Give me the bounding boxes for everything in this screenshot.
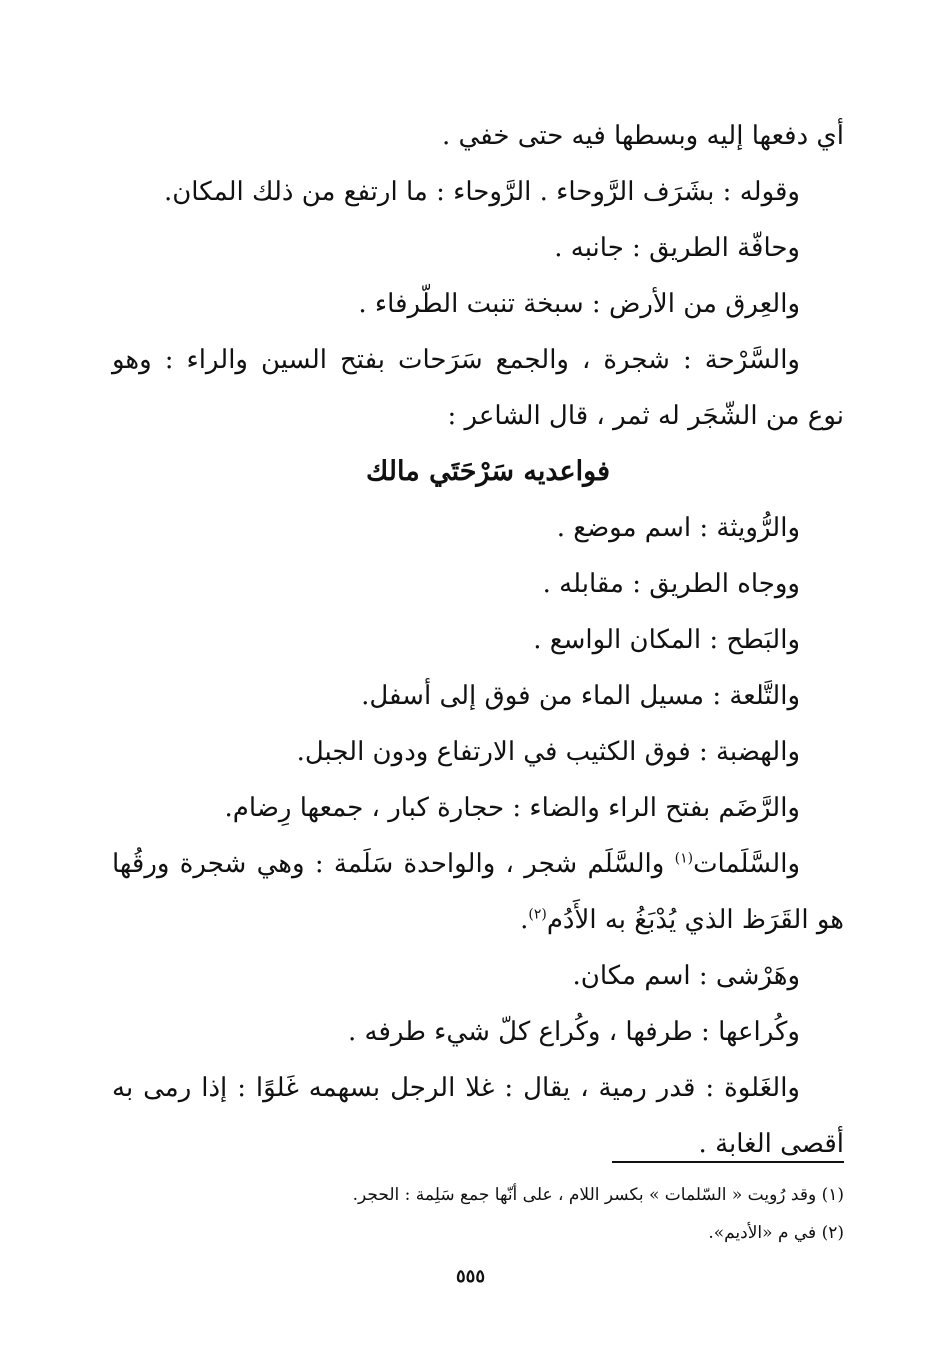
footnote-ref-2[interactable]: (٢) (528, 906, 547, 923)
text-line-16: وهَرْشى : اسم مكان. (572, 961, 800, 991)
text-line-9: ووجاه الطريق : مقابله . (542, 569, 800, 599)
footnote-1: (١) وقد رُويت « السّلمات » بكسر اللام ، على أنّها جمع سَلِمة : الحجر. (352, 1185, 844, 1205)
text-line-4: والعِرق من الأرض : سبخة تنبت الطّرفاء . (358, 289, 800, 319)
footnotes (112, 1176, 844, 1252)
text-line-13: والرَّضَم بفتح الراء والضاء : حجارة كبار ، جمعها رِضام. (224, 793, 800, 823)
text-segment: هو القَرَظ الذي يُدْبَغُ به الأَدُم (546, 905, 844, 935)
text-line-10: والبَطح : المكان الواسع . (533, 625, 800, 655)
text-line-12: والهضبة : فوق الكثيب في الارتفاع ودون الجبل. (296, 737, 800, 767)
text-line-18: والغَلوة : قدر رمية ، يقال : غلا الرجل بسهمه غَلوًا : إذا رمى به (112, 1073, 800, 1103)
text-line-11: والتَّلعة : مسيل الماء من فوق إلى أسفل. (361, 681, 800, 711)
footnote-divider (612, 1161, 844, 1163)
text-line-6: نوع من الشّجَر له ثمر ، قال الشاعر : (447, 401, 844, 431)
poetry-verse: فواعديه سَرْحَتَي مالك (366, 456, 610, 487)
page-number: ٥٥٥ (455, 1266, 485, 1287)
text-line-19: أقصى الغابة . (698, 1129, 844, 1159)
text-line-5: والسَّرْحة : شجرة ، والجمع سَرَحات بفتح السين والراء : وهو (112, 345, 800, 375)
footnote-2: (٢) في م «الأديم». (708, 1223, 844, 1243)
text-line-17: وكُراعها : طرفها ، وكُراع كلّ شيء طرفه . (347, 1017, 800, 1047)
text-line-2: وقوله : بشَرَف الرَّوحاء . الرَّوحاء : ما ارتفع من ذلك المكان. (163, 177, 800, 207)
page-body (112, 108, 844, 1172)
text-line-3: وحافّة الطريق : جانبه . (554, 233, 800, 263)
text-segment: . (520, 905, 529, 935)
text-segment: والسَّلَم شجر ، والواحدة سَلَمة : وهي شجرة ورقُها (112, 849, 675, 879)
text-segment: والسَّلَمات (693, 849, 800, 879)
text-line-15 (112, 892, 844, 948)
text-line-14 (112, 836, 844, 892)
footnote-ref-1[interactable]: (١) (674, 850, 694, 867)
text-line-1: أي دفعها إليه وبسطها فيه حتى خفي . (442, 121, 844, 151)
text-line-8: والرُّويثة : اسم موضع . (556, 513, 800, 543)
